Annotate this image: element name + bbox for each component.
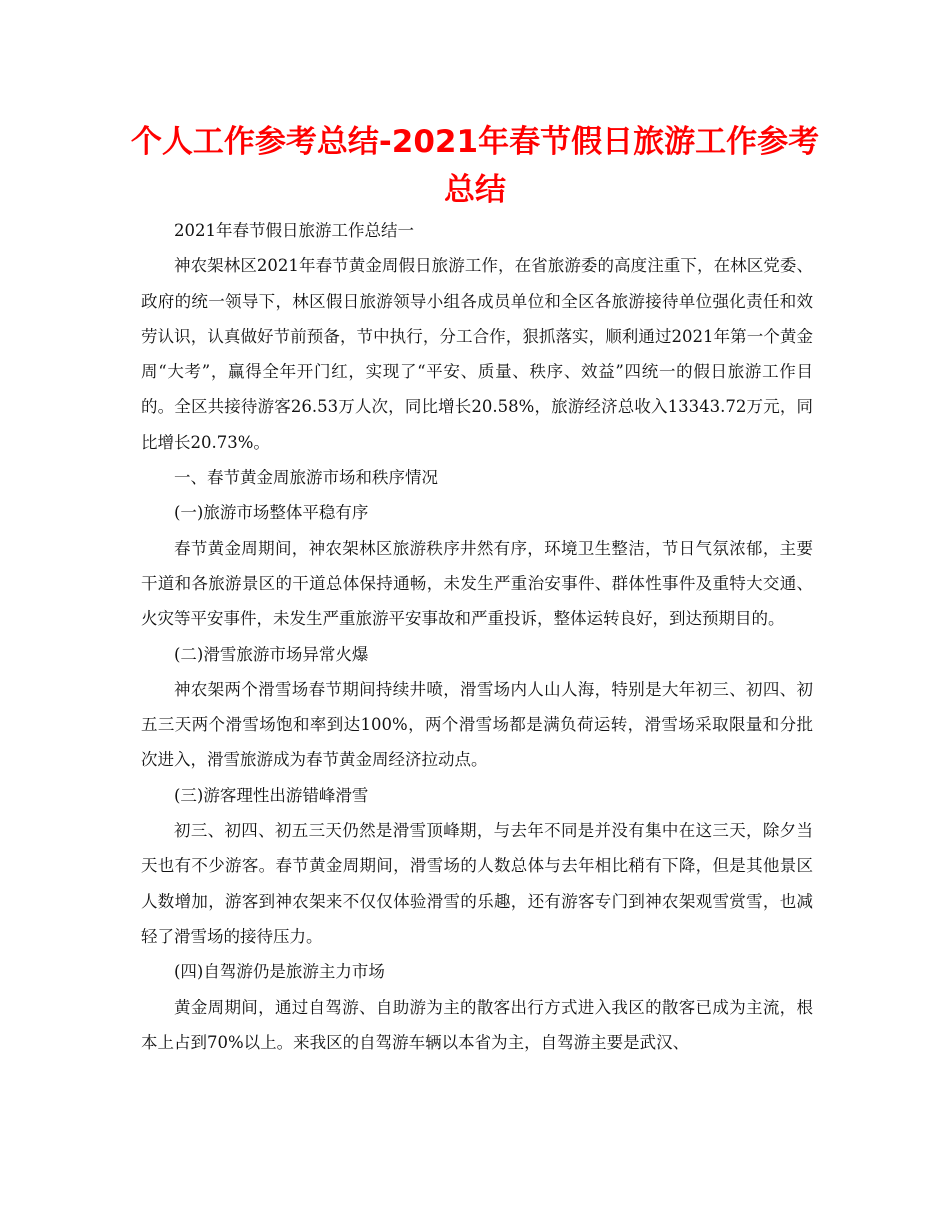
- paragraph: 春节黄金周期间，神农架林区旅游秩序井然有序，环境卫生整洁，节日气氛浓郁，主要干道和各旅游景区的干道总体保持通畅，未发生严重治安事件、群体性事件及重特大交通、火灾等平安事件，未发生严重旅游平安事故和严重投诉，整体运转良好，到达预期目的。: [141, 538, 813, 629]
- document-body: [141, 213, 813, 1060]
- subsection-heading: (一)旅游市场整体平稳有序: [174, 503, 369, 523]
- subsection-heading: (四)自驾游仍是旅游主力市场: [174, 962, 385, 982]
- document-title: 个人工作参考总结-2021年春节假日旅游工作参考总结: [130, 124, 820, 208]
- paragraph: 2021年春节假日旅游工作总结一: [174, 221, 414, 240]
- paragraph: 初三、初四、初五三天仍然是滑雪顶峰期，与去年不同是并没有集中在这三天，除夕当天也有不少游客。春节黄金周期间，滑雪场的人数总体与去年相比稍有下降，但是其他景区人数增加，游客到神农架来不仅仅体验滑雪的乐趣，还有游客专门到神农架观雪赏雪，也减轻了滑雪场的接待压力。: [141, 821, 813, 946]
- paragraph: 黄金周期间，通过自驾游、自助游为主的散客出行方式进入我区的散客已成为主流，根本上占到70%以上。来我区的自驾游车辆以本省为主，自驾游主要是武汉、: [141, 997, 813, 1052]
- paragraph: 神农架林区2021年春节黄金周假日旅游工作，在省旅游委的高度注重下，在林区党委、政府的统一领导下，林区假日旅游领导小组各成员单位和全区各旅游接待单位强化责任和效劳认识，认真做好节前预备，节中执行，分工合作，狠抓落实，顺利通过2021年第一个黄金周“大考”，赢得全年开门红，实现了“平安、质量、秩序、效益”四统一的假日旅游工作目的。全区共接待游客26.53万人次，同比增长20.58%，旅游经济总收入13343.72万元，同比增长20.73%。: [141, 256, 813, 452]
- paragraph: 神农架两个滑雪场春节期间持续井喷，滑雪场内人山人海，特别是大年初三、初四、初五三天两个滑雪场饱和率到达100%，两个滑雪场都是满负荷运转，滑雪场采取限量和分批次进入，滑雪旅游成为春节黄金周经济拉动点。: [141, 679, 813, 770]
- section-heading: 一、春节黄金周旅游市场和秩序情况: [174, 468, 438, 488]
- subsection-heading: (三)游客理性出游错峰滑雪: [174, 785, 369, 805]
- subsection-heading: (二)滑雪旅游市场异常火爆: [174, 644, 369, 664]
